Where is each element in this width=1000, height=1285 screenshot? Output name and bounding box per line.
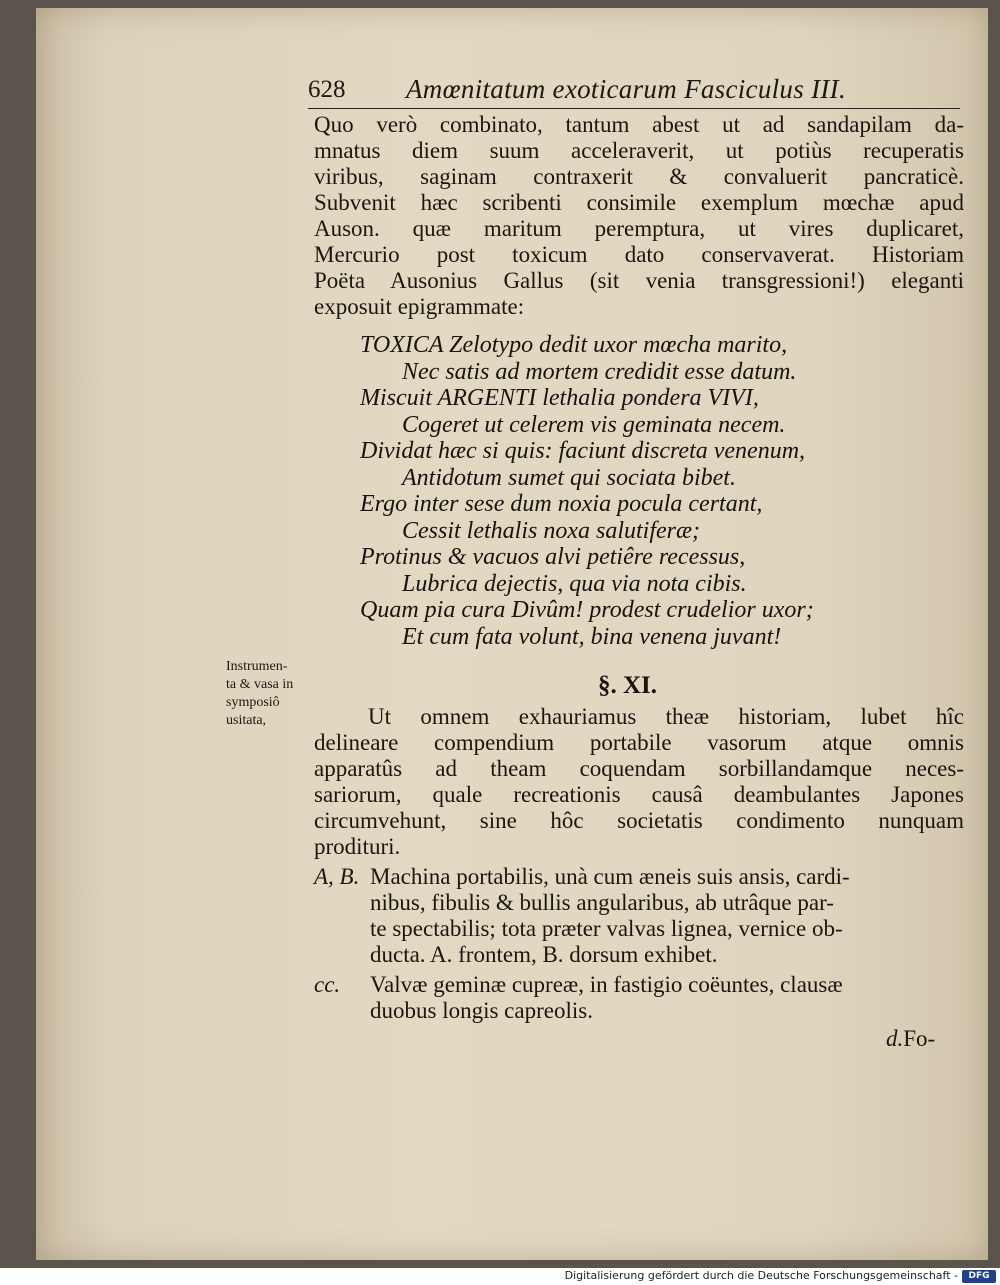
item-line: te spectabilis; tota præter valvas lignea, vernice ob-	[370, 916, 843, 941]
text-line: prodituri.	[314, 834, 401, 859]
paragraph-1	[314, 112, 964, 320]
catchword-letter: d.	[886, 1026, 904, 1051]
poem-line: Et cum fata volunt, bina venena juvant!	[402, 623, 782, 650]
footer-bar	[0, 1268, 1000, 1285]
text-line: circumvehunt, sine hôc societatis condimento nunquam	[314, 808, 964, 833]
page-header	[308, 72, 960, 109]
page-number: 628	[308, 76, 346, 103]
item-line: ducta. A. frontem, B. dorsum exhibet.	[370, 942, 718, 967]
text-line: apparatûs ad theam coquendam sorbillandamque neces-	[314, 756, 964, 781]
poem-line: Quam pia cura Divûm! prodest crudelior uxor;	[360, 597, 814, 623]
poem-line: Ergo inter sese dum noxia pocula certant,	[360, 491, 763, 517]
poem-line: Nec satis ad mortem credidit esse datum.	[402, 358, 797, 385]
text-line: sariorum, quale recreationis causâ deambulantes Japones	[314, 782, 964, 807]
item-label: A, B.	[314, 864, 360, 889]
dfg-logo: DFG	[962, 1270, 996, 1283]
poem-line: Antidotum sumet qui sociata bibet.	[402, 464, 736, 491]
catchword-text: Fo-	[903, 1026, 936, 1051]
margin-note-line: symposiô	[226, 695, 280, 710]
text-line: mnatus diem suum acceleraverit, ut potiùs recuperatis	[314, 138, 964, 163]
list-item	[314, 864, 960, 968]
running-title: Amœnitatum exoticarum Fasciculus III.	[406, 74, 847, 104]
margin-note-line: usitata,	[226, 713, 267, 728]
text-line: Mercurio post toxicum dato conservaverat. Historiam	[314, 242, 964, 267]
text-line: viribus, saginam contraxerit & convaluerit pancraticè.	[314, 164, 964, 189]
text-line: Quo verò combinato, tantum abest ut ad sandapilam da-	[314, 112, 964, 137]
text-line: exposuit epigrammate:	[314, 294, 525, 319]
item-label: cc.	[314, 972, 341, 997]
poem-line: Dividat hæc si quis: faciunt discreta venenum,	[360, 438, 806, 464]
text-line: delineare compendium portabile vasorum atque omnis	[314, 730, 964, 755]
poem-line: Miscuit ARGENTI lethalia pondera VIVI,	[360, 385, 759, 411]
footer-credit: Digitalisierung gefördert durch die Deutsche Forschungsgemeinschaft -	[564, 1269, 958, 1282]
poem-line: Cogeret ut celerem vis geminata necem.	[402, 411, 786, 438]
item-line: nibus, fibulis & bullis angularibus, ab utrâque par-	[370, 890, 834, 915]
epigram-poem	[360, 332, 920, 650]
poem-line: Protinus & vacuos alvi petiêre recessus,	[360, 544, 746, 570]
catchword	[886, 1026, 935, 1052]
item-line: Valvæ geminæ cupreæ, in fastigio coëuntes, clausæ	[370, 972, 843, 997]
text-line: Poëta Ausonius Gallus (sit venia transgressioni!) eleganti	[314, 268, 964, 293]
item-line: duobus longis capreolis.	[370, 998, 593, 1023]
poem-line: TOXICA Zelotypo dedit uxor mœcha marito,	[360, 332, 788, 358]
paragraph-2	[314, 704, 964, 860]
text-line: Auson. quæ maritum peremptura, ut vires duplicaret,	[314, 216, 964, 241]
text-line: Ut omnem exhauriamus theæ historiam, lubet hîc	[368, 704, 964, 729]
poem-line: Lubrica dejectis, qua via nota cibis.	[402, 570, 747, 597]
section-heading: §. XI.	[598, 672, 658, 699]
item-line: Machina portabilis, unà cum æneis suis ansis, cardi-	[370, 864, 850, 889]
margin-note-line: ta & vasa in	[226, 677, 294, 692]
list-item	[314, 972, 960, 1024]
margin-note	[226, 658, 316, 730]
poem-line: Cessit lethalis noxa salutiferæ;	[402, 517, 700, 544]
text-line: Subvenit hæc scribenti consimile exemplum mœchæ apud	[314, 190, 964, 215]
margin-note-line: Instrumen-	[226, 659, 288, 674]
